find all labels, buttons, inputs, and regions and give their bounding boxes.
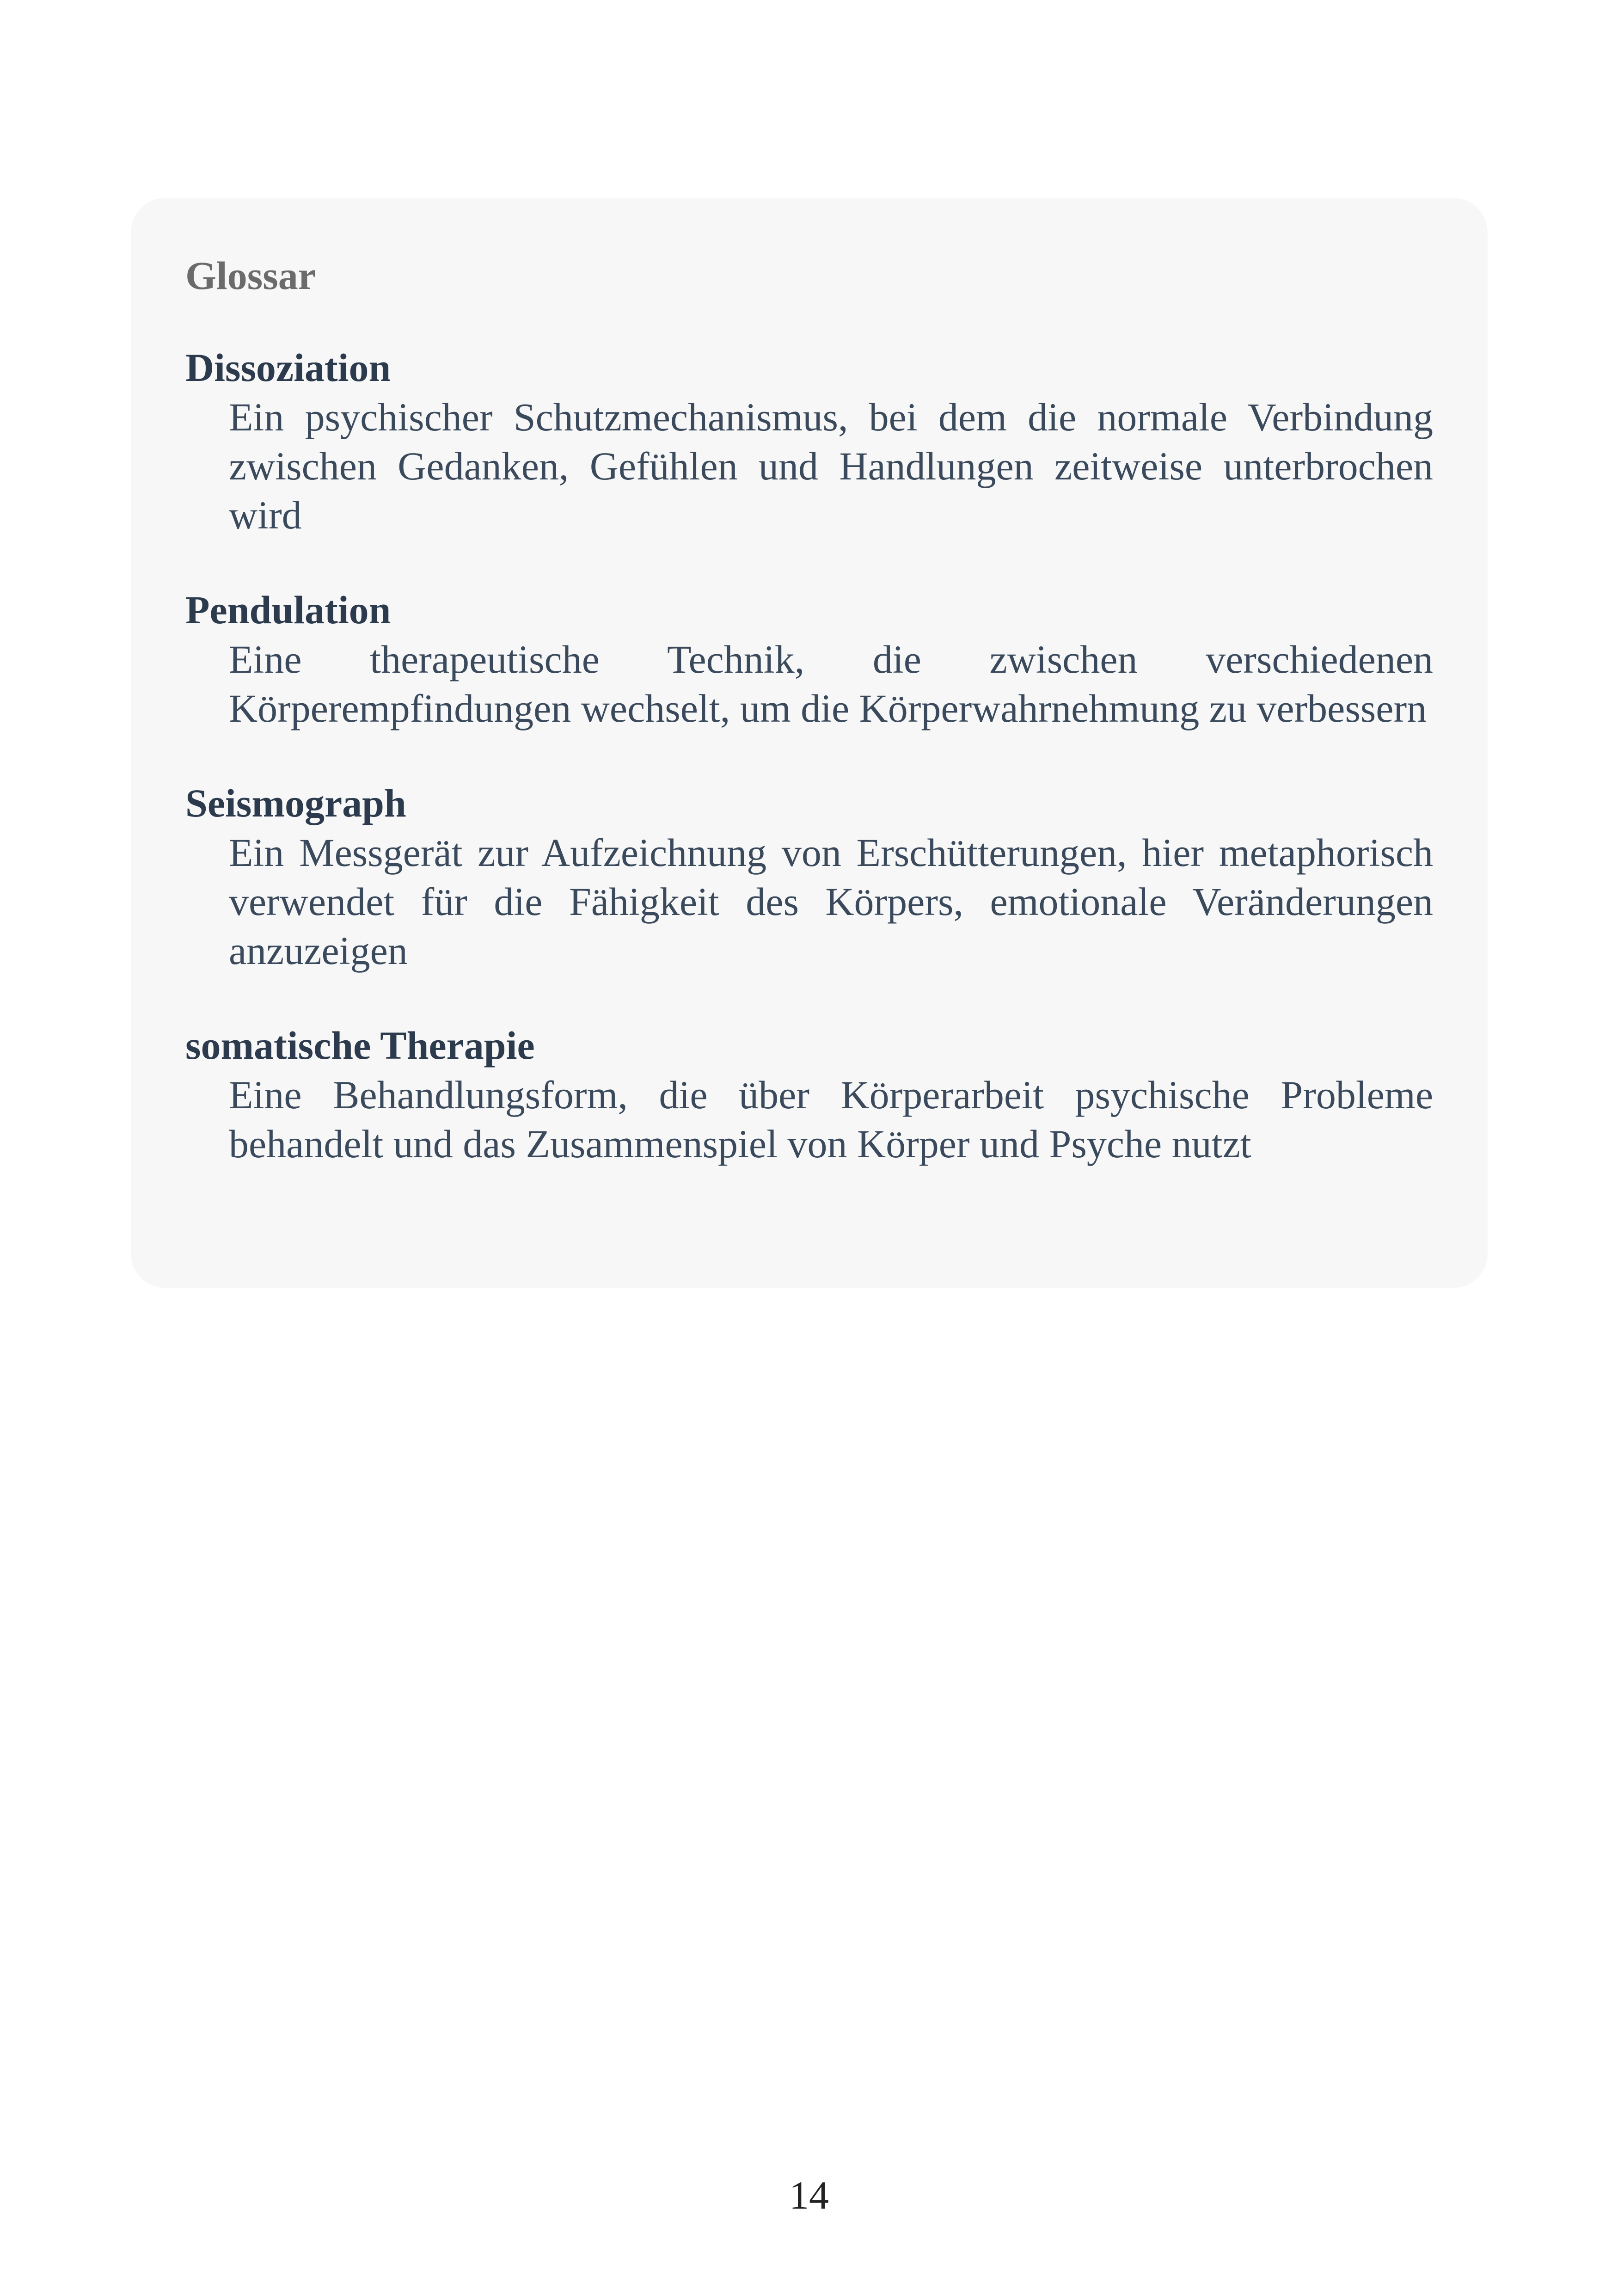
glossary-term: Seismograph — [185, 781, 406, 825]
glossary-definition: Eine Behandlungsform, die über Körperarbeit psychische Probleme behandelt und das Zusammenspiel von Körper und Psyche nutzt — [229, 1073, 1433, 1166]
glossary-box — [131, 198, 1488, 1288]
glossary-entry-somatische-therapie — [185, 1020, 1433, 1168]
glossary-term: Dissoziation — [185, 345, 391, 390]
page-number: 14 — [789, 2173, 829, 2217]
glossary-term: Pendulation — [185, 588, 391, 632]
glossary-term: somatische Therapie — [185, 1023, 535, 1068]
glossary-definition: Eine therapeutische Technik, die zwischen verschiedenen Körperempfindungen wechselt, um die Körperwahrnehmung zu verbessern — [229, 637, 1433, 731]
glossary-definition: Ein Messgerät zur Aufzeichnung von Erschütterungen, hier metaphorisch verwendet für die Fähigkeit des Körpers, emotionale Veränderungen anzuzeigen — [229, 830, 1433, 973]
glossary-title: Glossar — [185, 253, 316, 298]
glossary-entry-seismograph — [185, 778, 1433, 975]
glossary-entry-dissoziation — [185, 343, 1433, 540]
glossary-definition: Ein psychischer Schutzmechanismus, bei dem die normale Verbindung zwischen Gedanken, Gefühlen und Handlungen zeitweise unterbrochen wird — [229, 395, 1433, 537]
glossary-entry-pendulation — [185, 585, 1433, 733]
